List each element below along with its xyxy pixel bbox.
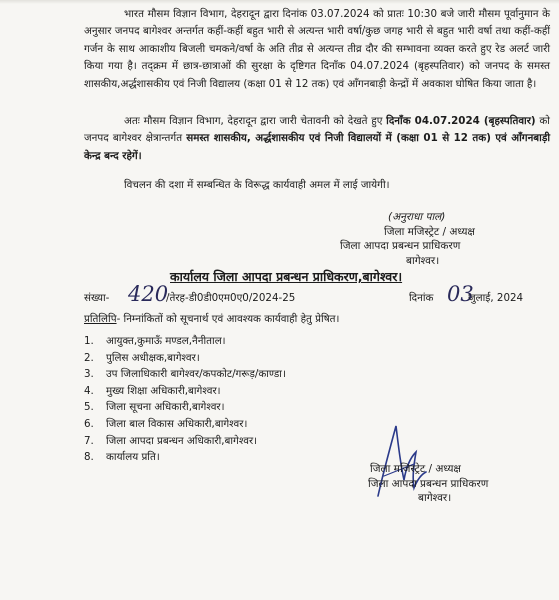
list-item — [84, 399, 286, 416]
list-item — [84, 383, 286, 400]
list-item — [84, 433, 286, 450]
list-item — [84, 416, 286, 433]
signatory-role: जिला मजिस्ट्रेट / अध्यक्ष — [384, 225, 475, 238]
para2-text-1: अतः मौसम विज्ञान विभाग, देहरादून द्वारा जारी चेतावनी को देखते हुए — [124, 115, 387, 127]
signatory-role: जिला मजिस्ट्रेट / अध्यक्ष — [370, 463, 461, 475]
list-item-number: 5. — [84, 401, 94, 414]
signatory-authority: जिला आपदा प्रबन्धन प्राधिकरण — [340, 240, 461, 252]
para2-bold-date: दिनाँक 04.07.2024 (बृहस्पतिवार) — [386, 115, 536, 127]
list-item-text: जिला आपदा प्रबन्धन अधिकारी,बागेश्वर। — [106, 434, 258, 447]
order-paragraph-1: भारत मौसम विज्ञान विभाग, देहरादून द्वारा दिनांक 03.07.2024 को प्रातः 10:30 बजे जारी मौसम पूर्वानुमान के अनुसार जनपद बागेश्वर अन्तर्गत कहीं-कहीं बहुत भारी से अत्यन्त भारी वर्षा/कुछ जगह भारी से बहुत भारी वर्षा तथा कहीं-कहीं गर्जन के साथ आकाशीय बिजली चमकने/वर्षा के अति तीव्र से अत्यन्त तीव्र दौर की सम्भावना व्यक्त करते हुए रेड अलर्ट जारी किया गया है। तद्क्रम में छात्र-छात्राओं की सुरक्षा के दृष्टिगत दिनाँक 04.07.2024 (बृहस्पतिवार) को जनपद के समस्त शासकीय,अर्द्धशासकीय एवं निजी विद्यालय (कक्षा 01 से 12 तक) एवं आँगनबाड़ी केन्द्रों में अवकाश घोषित किया जाता है। — [84, 8, 550, 90]
list-item-number: 8. — [84, 451, 94, 464]
signatory-authority: जिला आपदा प्रबन्धन प्राधिकरण — [368, 477, 489, 490]
list-item-text: जिला सूचना अधिकारी,बागेश्वर। — [106, 401, 225, 414]
reference-line — [84, 282, 554, 308]
list-item-number: 2. — [84, 351, 94, 364]
copy-to-label: प्रतिलिपि — [84, 313, 117, 325]
list-item — [84, 350, 286, 367]
signature-block-2 — [362, 462, 552, 506]
list-item-number: 3. — [84, 368, 94, 381]
signature-block-1 — [340, 210, 540, 268]
page-edge — [0, 0, 559, 4]
list-item — [84, 449, 286, 466]
date-month-year: जुलाई, 2024 — [468, 292, 524, 304]
list-item-text: आयुक्त,कुमाऊँ मण्डल,नैनीताल। — [106, 335, 226, 347]
office-title: कार्यालय जिला आपदा प्रबन्धन प्राधिकरण,बागेश्वर। — [170, 269, 403, 284]
list-item-text: उप जिलाधिकारी बागेश्वर/कपकोट/गरूड़/काण्डा। — [106, 368, 286, 381]
list-item-text: मुख्य शिक्षा अधिकारी,बागेश्वर। — [106, 384, 221, 397]
signatory-place: बागेश्वर। — [406, 254, 440, 267]
reference-code: /तेरह-डी0डी0एम0ए0/2024-25 — [166, 292, 296, 304]
list-item-number: 6. — [84, 417, 94, 430]
list-item — [84, 333, 286, 350]
order-paragraph-3: विचलन की दशा में सम्बन्धित के विरूद्ध कार्यवाही अमल में लाई जायेगी। — [124, 179, 390, 191]
list-item-number: 1. — [84, 335, 94, 347]
list-item — [84, 366, 286, 383]
copy-to-text: - निम्नांकितों को सूचनार्थ एवं आवश्यक कार्यवाही हेतु प्रेषित। — [116, 313, 340, 325]
signatory-place: बागेश्वर। — [418, 492, 452, 504]
para2-bold-schools: समस्त शासकीय, अर्द्धशासकीय एवं निजी विद्यालयों में (कक्षा 01 से 12 तक) एवं आँगनबाड़ी केन्द्र बन्द रहेगें। — [84, 132, 550, 162]
reference-number: 420 — [128, 282, 169, 306]
signatory-name: (अनुराधा पाल) — [388, 211, 446, 223]
order-paragraph-2 — [84, 113, 550, 165]
copy-to-heading — [84, 312, 554, 326]
list-item-text: जिला बाल विकास अधिकारी,बागेश्वर। — [106, 417, 248, 430]
date-day: 03 — [447, 282, 474, 306]
reference-label: संख्या- — [84, 292, 110, 304]
copy-to-list — [84, 333, 286, 466]
list-item-number: 4. — [84, 384, 94, 397]
list-item-text: कार्यालय प्रति। — [106, 451, 160, 464]
para2-text-2: को जनपद बागेश्वर क्षेत्रान्तर्गत — [84, 115, 550, 145]
list-item-text: पुलिस अधीक्षक,बागेश्वर। — [106, 351, 200, 364]
date-label: दिनांक — [409, 292, 434, 304]
list-item-number: 7. — [84, 434, 94, 447]
